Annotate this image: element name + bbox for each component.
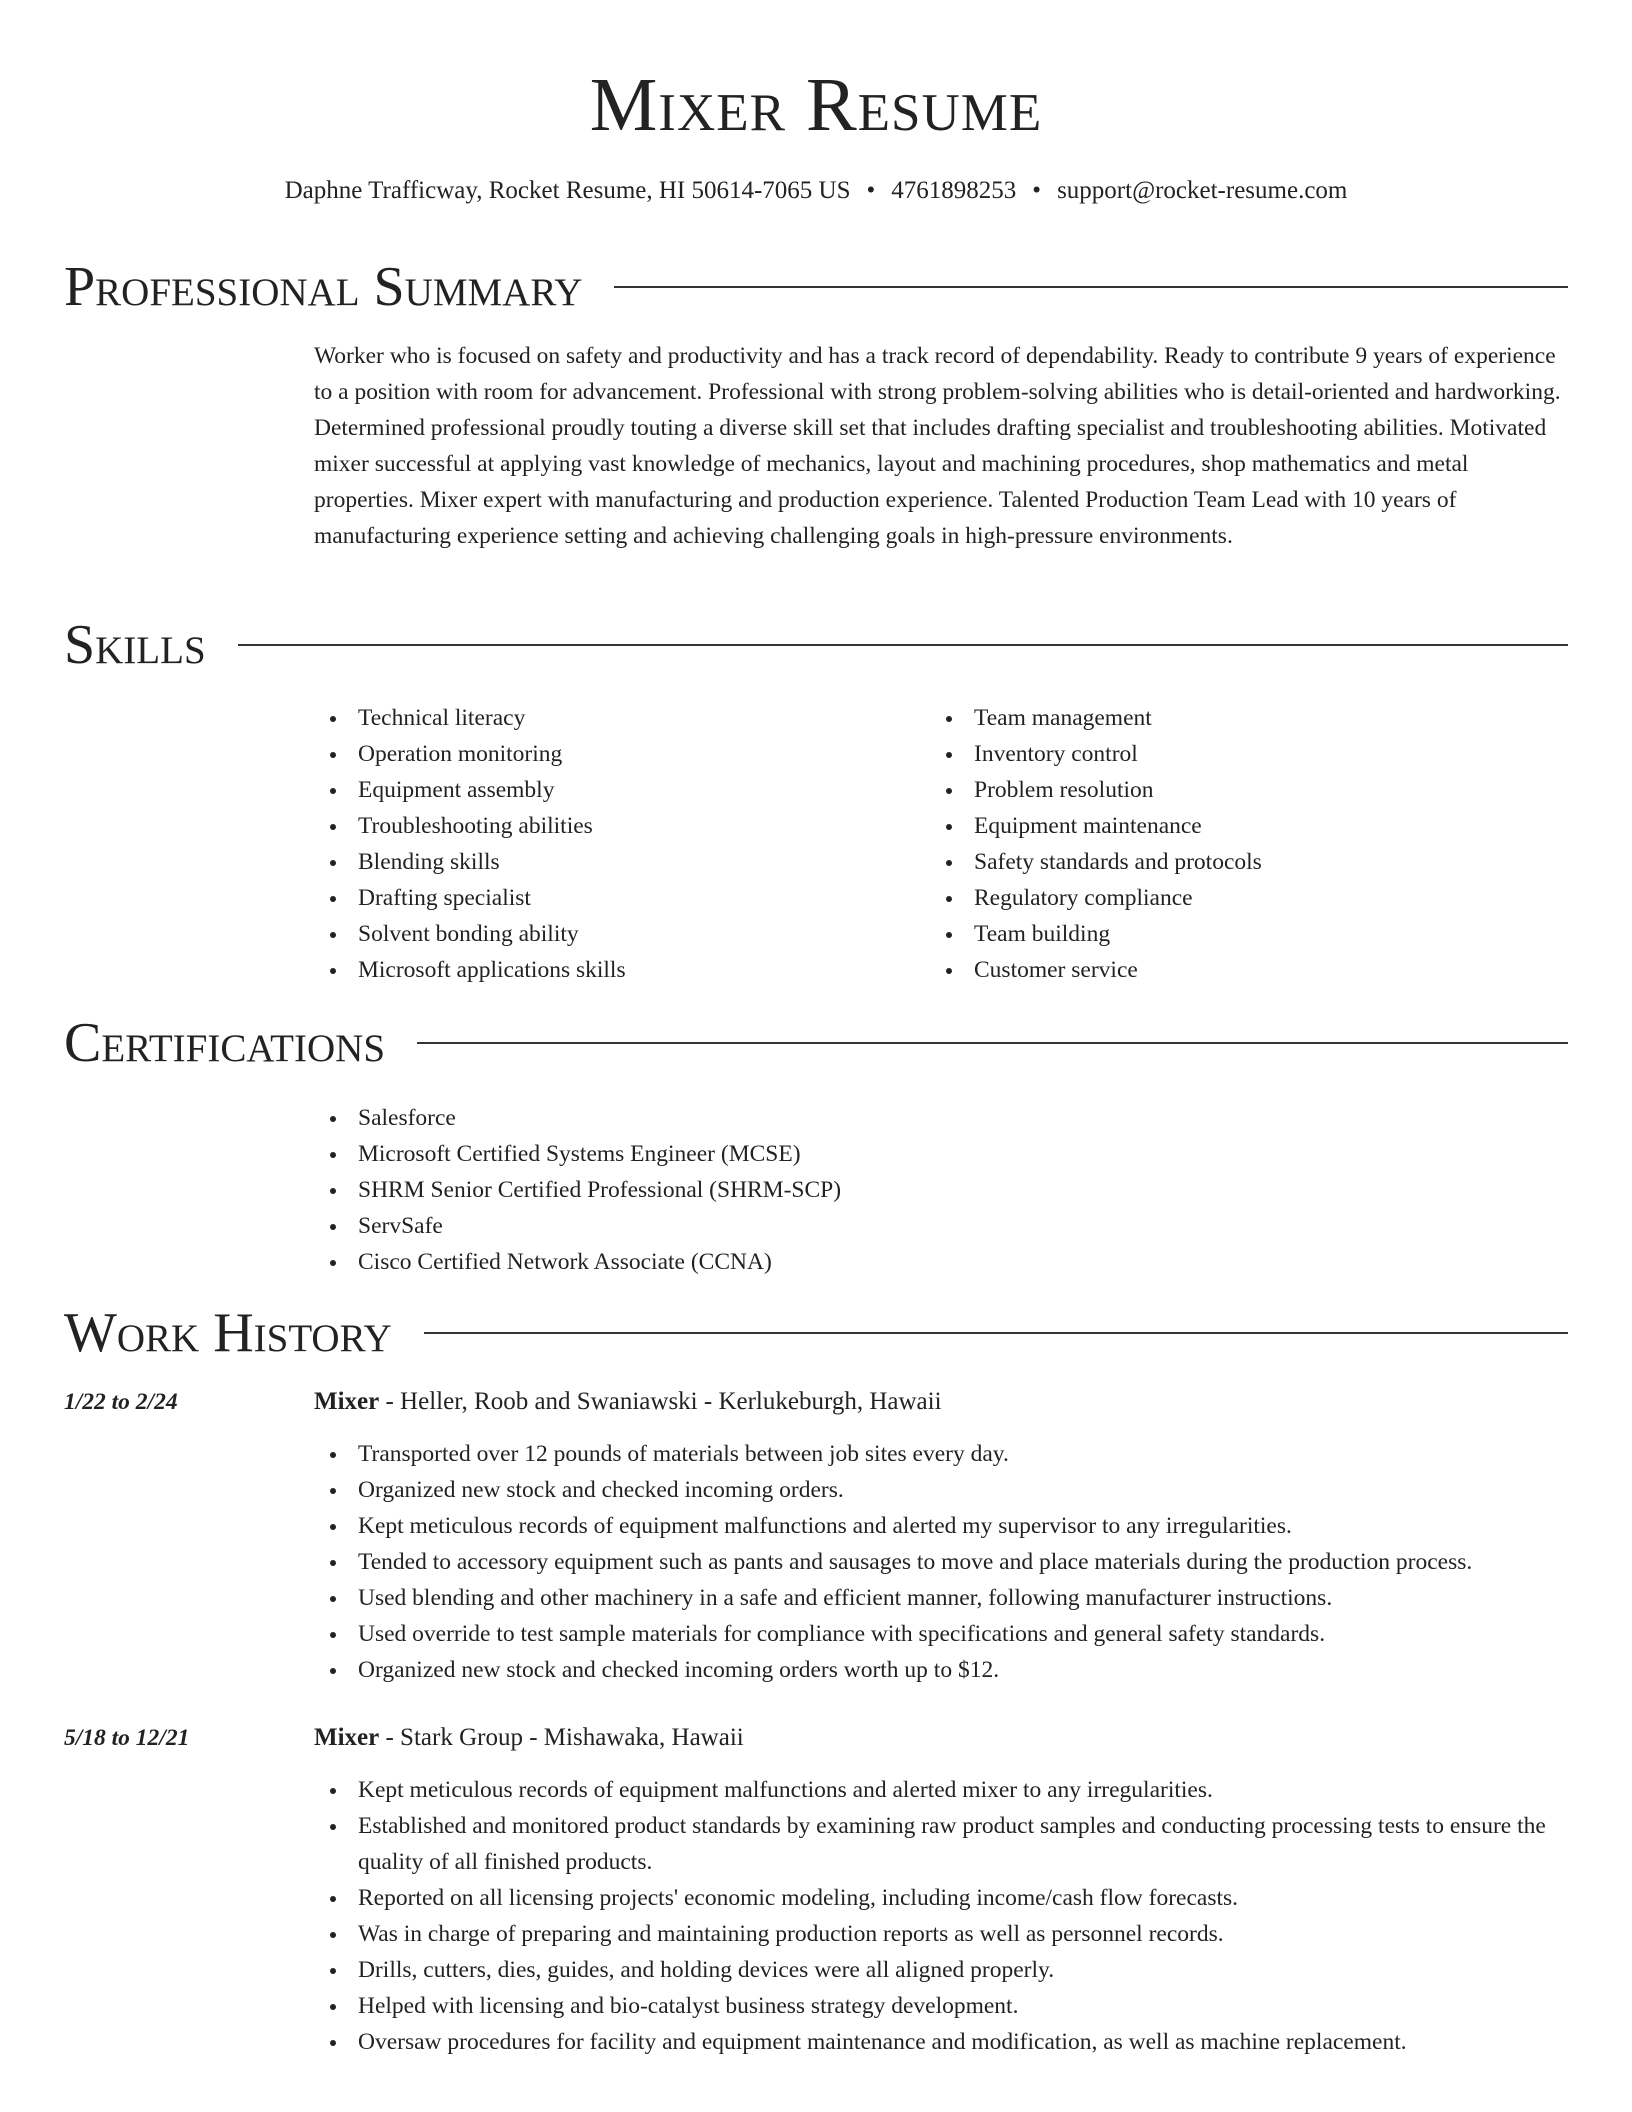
skill-item: Problem resolution (930, 772, 1570, 808)
section-divider (417, 1042, 1568, 1044)
job-bullet: Used blending and other machinery in a safe and efficient manner, following manufacturer instructions. (314, 1580, 1574, 1616)
job-bullet: Used override to test sample materials for compliance with specifications and general safety standards. (314, 1616, 1574, 1652)
job-heading (314, 1384, 942, 1420)
section-divider (238, 644, 1568, 646)
section-title-work-history: Work History (64, 1302, 392, 1364)
job-bullet: Kept meticulous records of equipment malfunctions and alerted my supervisor to any irregularities. (314, 1508, 1574, 1544)
skills-column-right (930, 700, 1570, 988)
section-header-certifications (64, 1010, 1568, 1076)
job-bullet: Drills, cutters, dies, guides, and holding devices were all aligned properly. (314, 1952, 1574, 1988)
skill-item: Safety standards and protocols (930, 844, 1570, 880)
job-dates: 1/22 to 2/24 (64, 1389, 178, 1415)
job-bullet: Kept meticulous records of equipment malfunctions and alerted mixer to any irregularities. (314, 1772, 1574, 1808)
skill-item: Microsoft applications skills (314, 952, 914, 988)
skill-item: Solvent bonding ability (314, 916, 914, 952)
summary-text: Worker who is focused on safety and productivity and has a track record of dependability. Ready to contribute 9 years of experience to a position with room for advancement. Professional with strong problem-solving abilities who is detail-oriented and hardworking. Determined professional proudly touting a diverse skill set that includes drafting specialist and troubleshooting abilities. Motivated mixer successful at applying vast knowledge of mechanics, layout and machining procedures, shop mathematics and metal properties. Mixer expert with manufacturing and production experience. Talented Production Team Lead with 10 years of manufacturing experience setting and achieving challenging goals in high-pressure environments. (314, 343, 1561, 549)
certification-item: Salesforce (314, 1100, 1574, 1136)
job-bullet: Helped with licensing and bio-catalyst business strategy development. (314, 1988, 1574, 2024)
certification-item: ServSafe (314, 1208, 1574, 1244)
job-bullet: Oversaw procedures for facility and equipment maintenance and modification, as well as machine replacement. (314, 2024, 1574, 2060)
section-header-skills (64, 612, 1568, 678)
resume-title: Mixer Resume (589, 63, 1043, 147)
skill-item: Customer service (930, 952, 1570, 988)
contact-phone: 4761898253 (891, 177, 1017, 204)
skill-item: Drafting specialist (314, 880, 914, 916)
skill-item: Equipment maintenance (930, 808, 1570, 844)
section-title-certifications: Certifications (64, 1012, 386, 1074)
skill-item: Equipment assembly (314, 772, 914, 808)
job-title: Mixer (314, 1388, 380, 1415)
contact-separator: • (1032, 177, 1042, 204)
job-bullet: Tended to accessory equipment such as pants and sausages to move and place materials during the production process. (314, 1544, 1574, 1580)
job-employer-location: - Stark Group - Mishawaka, Hawaii (379, 1724, 744, 1751)
section-header-summary (64, 254, 1568, 320)
job-title: Mixer (314, 1724, 380, 1751)
contact-email: support@rocket-resume.com (1057, 177, 1348, 204)
job-bullet: Was in charge of preparing and maintaining production reports as well as personnel records. (314, 1916, 1574, 1952)
section-header-work-history (64, 1300, 1568, 1366)
section-title-summary: Professional Summary (64, 256, 583, 318)
skill-item: Troubleshooting abilities (314, 808, 914, 844)
skill-item: Team management (930, 700, 1570, 736)
certification-item: Microsoft Certified Systems Engineer (MCSE) (314, 1136, 1574, 1172)
job-bullet: Organized new stock and checked incoming orders. (314, 1472, 1574, 1508)
job-employer-location: - Heller, Roob and Swaniawski - Kerlukeburgh, Hawaii (379, 1388, 942, 1415)
job-bullets (314, 1436, 1574, 1688)
section-divider (614, 286, 1568, 288)
skill-item: Blending skills (314, 844, 914, 880)
certifications-list (314, 1100, 1574, 1280)
job-bullets (314, 1772, 1574, 2060)
job-dates: 5/18 to 12/21 (64, 1725, 190, 1751)
job-bullet: Organized new stock and checked incoming orders worth up to $12. (314, 1652, 1574, 1688)
job-bullet: Reported on all licensing projects' economic modeling, including income/cash flow forecasts. (314, 1880, 1574, 1916)
job-heading (314, 1720, 744, 1756)
skill-item: Regulatory compliance (930, 880, 1570, 916)
skill-item: Inventory control (930, 736, 1570, 772)
job-bullet: Established and monitored product standards by examining raw product samples and conducting processing tests to ensure the quality of all finished products. (314, 1808, 1574, 1880)
contact-address: Daphne Trafficway, Rocket Resume, HI 50614-7065 US (284, 177, 851, 204)
contact-separator: • (866, 177, 876, 204)
skill-item: Technical literacy (314, 700, 914, 736)
certification-item: SHRM Senior Certified Professional (SHRM-SCP) (314, 1172, 1574, 1208)
skill-item: Operation monitoring (314, 736, 914, 772)
certification-item: Cisco Certified Network Associate (CCNA) (314, 1244, 1574, 1280)
skill-item: Team building (930, 916, 1570, 952)
contact-line (0, 174, 1632, 208)
skills-column-left (314, 700, 914, 988)
section-title-skills: Skills (64, 614, 206, 676)
section-divider (424, 1332, 1568, 1334)
job-bullet: Transported over 12 pounds of materials between job sites every day. (314, 1436, 1574, 1472)
